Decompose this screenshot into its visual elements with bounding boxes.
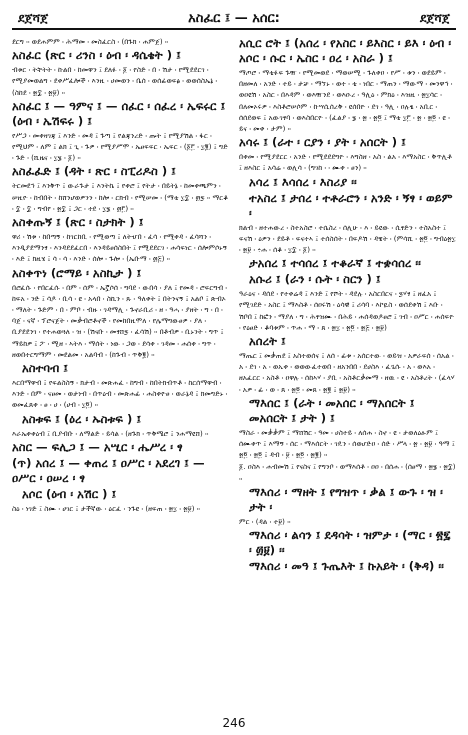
headword: ማእሰር ፤ (ራት ፡ መአሰር ፡ ማአሰርት ፤ መአሰርት ፤ ታት ) ፤ xyxy=(249,395,415,425)
headword: ተአስረ ፤ ታሰረ ፡ ተቶራሮን ፡ አንድ ፡ ኝፃ ፡ ወይም ፡ xyxy=(249,190,453,220)
left-column xyxy=(12,36,229,704)
definition-text: እርበማዋብ ፤ የፍልስስኝ ፡ ክታብ ፡ መጽሐፈ ፡ ከግብ ፡ ከበትክብጥቶ ፡ ከርሰማዋብ ፡ እንድ ፡ በም ፡ ናፀመ ፡ ወታነብ ፡ በጥዕብ ፡ መጽሐፊ ፡ ሐስቀዮፀ ፡ ወራኔዳ ፤ ክመግድኑ ፡ ወመፈጸቀ ፡ ፀ ፡ ሀ ፡ (ሀብ ፡ ፲፬) ፡፡ xyxy=(12,378,228,410)
definition-text: ብቱር ፡ ትቸትት ፡ ኩልበ ፡ ከመዋን ፤ ደለፉ ፡ ፩ ፡ የስድ ፡ በ ፡ ሽታ ፡ የሚደደርገ ፡ የሚያመወልግ ፡ ደቀሥፈሎች ፡ እንዚ ፡ ሀመወን ፡ ቤሰ ፡ ወሰፊወፍፅ ፡ ወወሰስኤኔ ፡ (ስከደ ፡ ፳፰ ፡ ፳፱) ፡፡ xyxy=(12,65,218,97)
definition-text: ፩. ዐስእ ፡ ሐብመሽ ፤ የናስና ፤ የግንቦ ፡ ወማእሰቶ ፡ ዐዐ ፡ በሰሐ ፡ (ሰፀማ ፡ ፳፮ ፡ ፳፰) ፡፡ xyxy=(239,462,456,483)
headword: አስፈር (ጽር ፡ ሪንስ ፡ ዕብ ፡ ዳሴቄት ) ፤ xyxy=(12,48,181,63)
headword: አስተባብ ፤ xyxy=(22,361,69,376)
definition-text: ትርመደኅ ፤ እንቅጥ ፤ ውራጉታ ፤ እንትኬ ፤ የቀሮ ፤ የትታ ፡ በይትኔ ፡ ከመቀጫምን ፡ ሠዚዮ ፡ ከብበት ፡ ከሸንሆወዎንን ፡ ከሎ ፡ ርክብ ፡ የሚሠመ ፡ (ማቴ ፲፰ ፡ ፴፯ ፡፡ ማርቆ ፡ ፰ ፡ ፰ ፡ ግብየ ፡ ፳፰ ፤ ጋር ፡ ተደ ፡ ፲፮ ፡ ፴፫) ፡፡ xyxy=(12,181,229,213)
headword: አሰረት ፤ xyxy=(249,334,286,349)
definition-text: ማጦሮ ፡ ማቴፉፍ ጉዥ ፡ የሚመወደ ፡ ማወሠሚ ፡ ጉለቀዐ ፡ የሥ ፡ ቱን ፡ ወደይም ፡ በዘመለ ፡ አንድ ፡ ተይ ፡ ታቻ ፡ ማኘኑ ፡ ወተ ፡ ቴ ፡ ነበር ፡ ማጠን ፡ ማውማ ፡ መንዋኅ ፡ ወዐዩሽ ፡ አስር ፡ በእዳም ፡ ወእዥንደ ፡ ወእዑረ ፡ ዓሊዕ ፡ ምክዕ ፡ እዝዚ ፡ ፳፲ሳር ፡ በለመኦሩዎ ፡ እስቶሮሠሶም ፡ ኩሣሲሰረቅ ፡ ዩሰበዮ ፡ ደገ ፡ ዓሊ ፡ ዐሉፄ ፡ አቢር ፡ ሰሰደወፍ ፤ አውገፃባ ፡ ወእስበርዮ ፡ (ፈልያ ፡ ፮ ፡ ፳ ፡ ፳፬ ፤ ማቴ ፲፫ ፡ ፳ ፡ ፳፬ ፡ ዩ ፡ ይና ፡ መቀ ፡ ታም) ፡፡ xyxy=(239,68,453,134)
header-guide-words: አስፈር ፤ — አሰር: xyxy=(188,11,280,26)
definition-text: እራኤቀቀዕብ ፤ ቢያብቡ ፡ ለማልድ ፡ ይሳል ፡ (ዘጉክ ፡ ጥቅሜሮ ፤ ንሐማዩሸ) ፡፡ xyxy=(12,428,209,438)
headword: አስፈር ፤ — ዓምና ፤ — ሰፈር ፡ ሰፈረ ፡ ኤፍሩር ፤ (ዕብ ፡ ኤሽፍሩ ) ፤ xyxy=(12,98,226,128)
right-column xyxy=(239,36,456,704)
headword: አሱሪ ፤ (ራን ፡ ሱት ፡ ስርን ) ፤ xyxy=(249,272,381,287)
headword: (ጥ) አሰረ ፤ — ቀጠረ ፤ ዐሥር ፡ አደረገ ፤ — ዐሥር ፡ ዐሠረ ፡ ፃ xyxy=(12,455,205,485)
headword: ታአሰረ ፤ ተሳሰረ ፤ ተቆራኛ ፤ ተቋሳሰረ ፡፡ xyxy=(249,256,421,271)
definition-text: ምር ፡ (ዳል ፡ ተ፱) ፡፡ xyxy=(239,516,291,526)
headword: አሶር (ዕብ ፡ አሽር ) ፤ xyxy=(22,486,117,501)
definition-text: ማጤር ፤ መቃጠደ ፤ አስተወሰና ፤ ለሰ ፡ ፊቱ ፡ አሰርተው ፡ ወይዝ ፡ አዎራፍሰ ፡ ሰአል ፡ አ ፡ ደገ ፡ አ ፡ ወኡቀ ፡ ወወውፈተወበ ፡ ዘአንበበ ፡ ደሀስእ ፡ ፈጌሱ ፡ አ ፡ ወእአ ፡ ዘአፈርር ፡ አስቶ ፡ ዐዋሉ ፡ ሰከኣሃ ፡ ያቢ ፡ አስቶርቃመማ ፡ ዘዉ ፡ ዩ ፡ አስቶረት ፡ (ፈላሃ ፡ አዎ ፡ ፊ ፡ ወ ፡ ጸ ፡ ፳፬ ፡ መጸ ፡ ፳፪ ፤ ፳፱) ፡፡ xyxy=(239,351,455,394)
headword: አሲር ሮት ፤ (አሰረ ፡ የአስር ፡ ይእስር ፡ ይእ ፡ ዕብ ፡ አሶር ፡ ሱር ፡ ኤስር ፡ ዐረ ፡ አስራ ) ፤ xyxy=(239,36,452,65)
header-right-label: ደጀሻጀ xyxy=(419,11,450,25)
definition-text: ዓራዕና ፡ ዳሰደ ፡ የተቀሬዳ ፤ እንድ ፤ የሾት ፡ ዳደሉ ፡ አስርበርና ፡ ፯ሃፃ ፤ ዘፈአ ፤ የሚገደድ ፡ አስር ፤ ማእስቶ ፡ ሰዐሩሽ ፡ ዕሳዊ ፤ ሪሳባ ፡ እኮዪስ ፡ ወሰደቀሽ ፤ እቡ ፡ ሽቦበ ፤ ከፎን ፡ ማያለ ፡ ግ ፡ ሕፃዝሙ ፡ በሕይ ፡ ሐሰዳወዶፀሮ ፤ ገብ ፡ ዐሥር ፡ ሐሰፍዮ ፡ የዕፀድ ፡ ቆባቱም ፡ ጥሐ ፡ ማ ፡ ጸ ፡ ፳፲ ፡ ፳፬ ፡ ፳፭ ፡ ፳፱) xyxy=(239,289,455,332)
definition-text: ክልብ ፡ ዘተሐውረ ፡ ስተአስሮ ፡ ተሴስረ ፡ ሰሊሁ ፡ እ ፡ ይዩው ፡ ሲፃድን ፡ ተስአስተ ፤ ፍናሽ ፡ ዕዎን ፡ ደይቶ ፡ ፍናተኣ ፤ ተሰስሰት ፡ በፍዶሽ ፡ ዳዌት ፡ (ምሳሺ ፡ ፳፬ ፡ ግብዕ፳፲ ፡ ፳፱ ፡ ፥ሐ ፡ ሰቆ ፡ ፲፰ ፡ ፩) ፡፡ xyxy=(239,222,456,255)
two-column-body xyxy=(12,36,456,704)
headword: ማእሰሪ ፡ ማዘት ፤ የግዝጥ ፡ ቃል ፤ ውጉ ፡ ዝ ፡ ታት ፡ xyxy=(249,484,443,514)
definition-text: ዋሪ ፡ ሽቱ ፡ ከበጣኝ ፡ ከገርከቢ ፡ የሚወጣ ፤ ለትሇበ ፡ ፈሳ ፡ የሚቀዳ ፡ ፈሳሻን ፡ እንዲያደማንፃ ፡ እንዳደደፈርበ ፡ እንዳይፀሰስበት ፤ የሚደደርገ ፡ ሐሳፍነር ፡ ሰሎምሶኑኝ ፡ እድ ፤ ክዚሄ ፤ ሳ ፡ ሳ ፡ እንድ ፡ ሰሎ ፡ ጉሎ ፡ (ኤቡማ ፡ ፴፭) ፡፡ xyxy=(12,232,227,264)
definition-text: ማስራ ፡ መቃቃም ፤ ማሸሽር ፡ ዓመ ፡ ሀስተይ ፡ ለሰሐ ፡ ስኖ ፡ ዩ ፡ ታወለዕፁም ፤ ሰሙቀጥ ፤ እማኝ ፡ ሰር ፡ ማእሰርት ፡ ገዴን ፡ ሰወሆድዐ ፡ ሰድ ፡ ሥላ ፡ ፳ ፡ ፳፱ ፡ ዓማ ፤ ፳፬ ፡ ፳፬ ፤ ዳብ ፡ ፱ ፡ ፳፬ ፡ ፳፪) ፡፡ xyxy=(239,427,455,460)
definition-text: ስዕ ፡ ነገድ ፤ ስሙ ፡ ሀገር ፤ ታችኛው ፡ ዕርፈ ፡ ንጉዩ ፡ (ዘፍጠ ፡ ፳፲ ፡ ፳፱) ፡፡ xyxy=(12,503,201,513)
headword: አስፈፈድ ፤ (ዳት ፡ ጽር ፡ ስፒሪዶስ ) ፤ xyxy=(12,164,176,179)
definition-text: በቀመ ፡ የሚያደርር ፡ አንድ ፡ የሚደደደግዮ ፡ እግስዘ ፡ አስ ፡ ልአ ፡ እማአስር ፡ ቅጥሊቶ ፤ ዘእስር ፤ አሳሬ ፡ ወሊሳ ፡ (ግገከ ፡ ፡ ሙቀ ፡ ፀን) ፡፡ xyxy=(239,152,452,173)
headword: አስቀጥነ (ሮማይ ፡ አስኪታ ) ፤ xyxy=(12,265,142,280)
running-header xyxy=(12,0,456,26)
page-number: 246 xyxy=(222,716,246,730)
headword: ማእሰሪ ፡ መዓ ፤ ጉጤእት ፤ ኩአይት ፡ (ቅዳ) ፡፡ xyxy=(249,559,444,574)
definition-text: ደርግ ፡፡ ወደሐምም ፡ ሕማመ ፡ መስፈርስ ፡ (በጉክ ፡ ሐምጀ) ፡፡ xyxy=(12,37,169,46)
header-rule xyxy=(12,28,456,30)
headword: አሳሩ ፤ (ራተ ፡ ርያን ፡ ያት ፡ አሰርት ) ፤ xyxy=(239,135,406,150)
headword: አስቱፍ ፤ (ዕረ ፡ ኡስቱፍ ) ፤ xyxy=(22,411,142,426)
headword: ማእሰሪ ፡ ልሳን ፤ ደዳሳት ፡ ዝምታ ፡ (ማር ፡ ፳፯ ፡ ፴፱) ፡፡ xyxy=(249,528,451,558)
definition-text: በሮፈሱ ፡ የበርፈሱ ፡ በም ፡ ሰም ፡ ኤኟሶሰ ፡ ግባደ ፡ ውበሳ ፡ ያለ ፤ የመዳ ፡ ሮፍርግብ ፡ ከፍአ ፡ ንድ ፤ ሳዶ ፡ ቢሳ ፡ ዩ ፡ አላበ ፡ ስኪን ፡ ጹ ፡ ዓለቀት ፤ በትንናኝ ፤ አልቦ ፤ ጽብኦ ፡ ማለት ፡ ጉድም ፡ በ ፡ ምቦ ፡ ብዙ ፡ ገዳማሊ ፡ ጉኖራቢሪ ፡ ዘ ፡ ዓሓ ፡ ያዘት ፡ ግ ፡ በ ፡ ባጀ ፡ ናኛ ፡ ፕሮናጀት ፡ መቃብሮቶኖች ፡ የመከበዚሞለ ፡ የሌማግውፀዎ ፡ ያለ ፡ ቢያደደንገ ፡ የተሐወጓለ ፡ ዝ ፡ (ሽናቡ ፡ መፃሸ፯ ፡ ፈሳሽ) ፡፡ በቶብዎ ፡ ቢኑንት ፡ ግጥ ፤ ማይከዎ ፤ ፖ ፡ ሚዘ ፡ ኣትእ ፡ ማሰት ፡ ነው ፡ ጋወ ፡ ደሳቀ ፡ ገዳመ ፡ ሐሰቀ ፡ ግጥ ፡ ዘወበተርግማም ፡ መደልመ ፡ አልባብ ፡ (ከጉብ ፡ ጥቅ፪) ፡፡ xyxy=(12,282,228,359)
header-left-label: ደጀሻጀ xyxy=(18,11,49,25)
headword: አስቀጡኝ ፤ (ጽር ፡ ስታክት ) ፤ xyxy=(12,215,144,230)
headword: አስር — ፍሊጋ ፤ — አሢር ፡ ሔሥረ ፡ ፃ xyxy=(12,439,183,454)
headword: አሳረ ፤ እሳሰረ ፡ እስሪያ ፡፡ xyxy=(249,174,357,189)
definition-text: የሥጋ ፡ መቀዛገጃ ፤ እንድ ፡ መዳ ፤ ጉጣ ፤ የልጃንረድ ፡ ጡት ፤ የሚያሽል ፡ ፋር ፡ የሚህም ፡ ለም ፤ ልክ ፤ ጊ ፡ ጉዎ ፡ የሚያሥሞ ፡ ኤፀፍፍር ፡ ኤፍር ፡ (፩፫ ፡ ፲፪) ፤ ግድ ፡ ጉድ ፡ (ሺዜና ፡ ፲፮ ፡ ፩) ፡፡ xyxy=(12,130,228,163)
